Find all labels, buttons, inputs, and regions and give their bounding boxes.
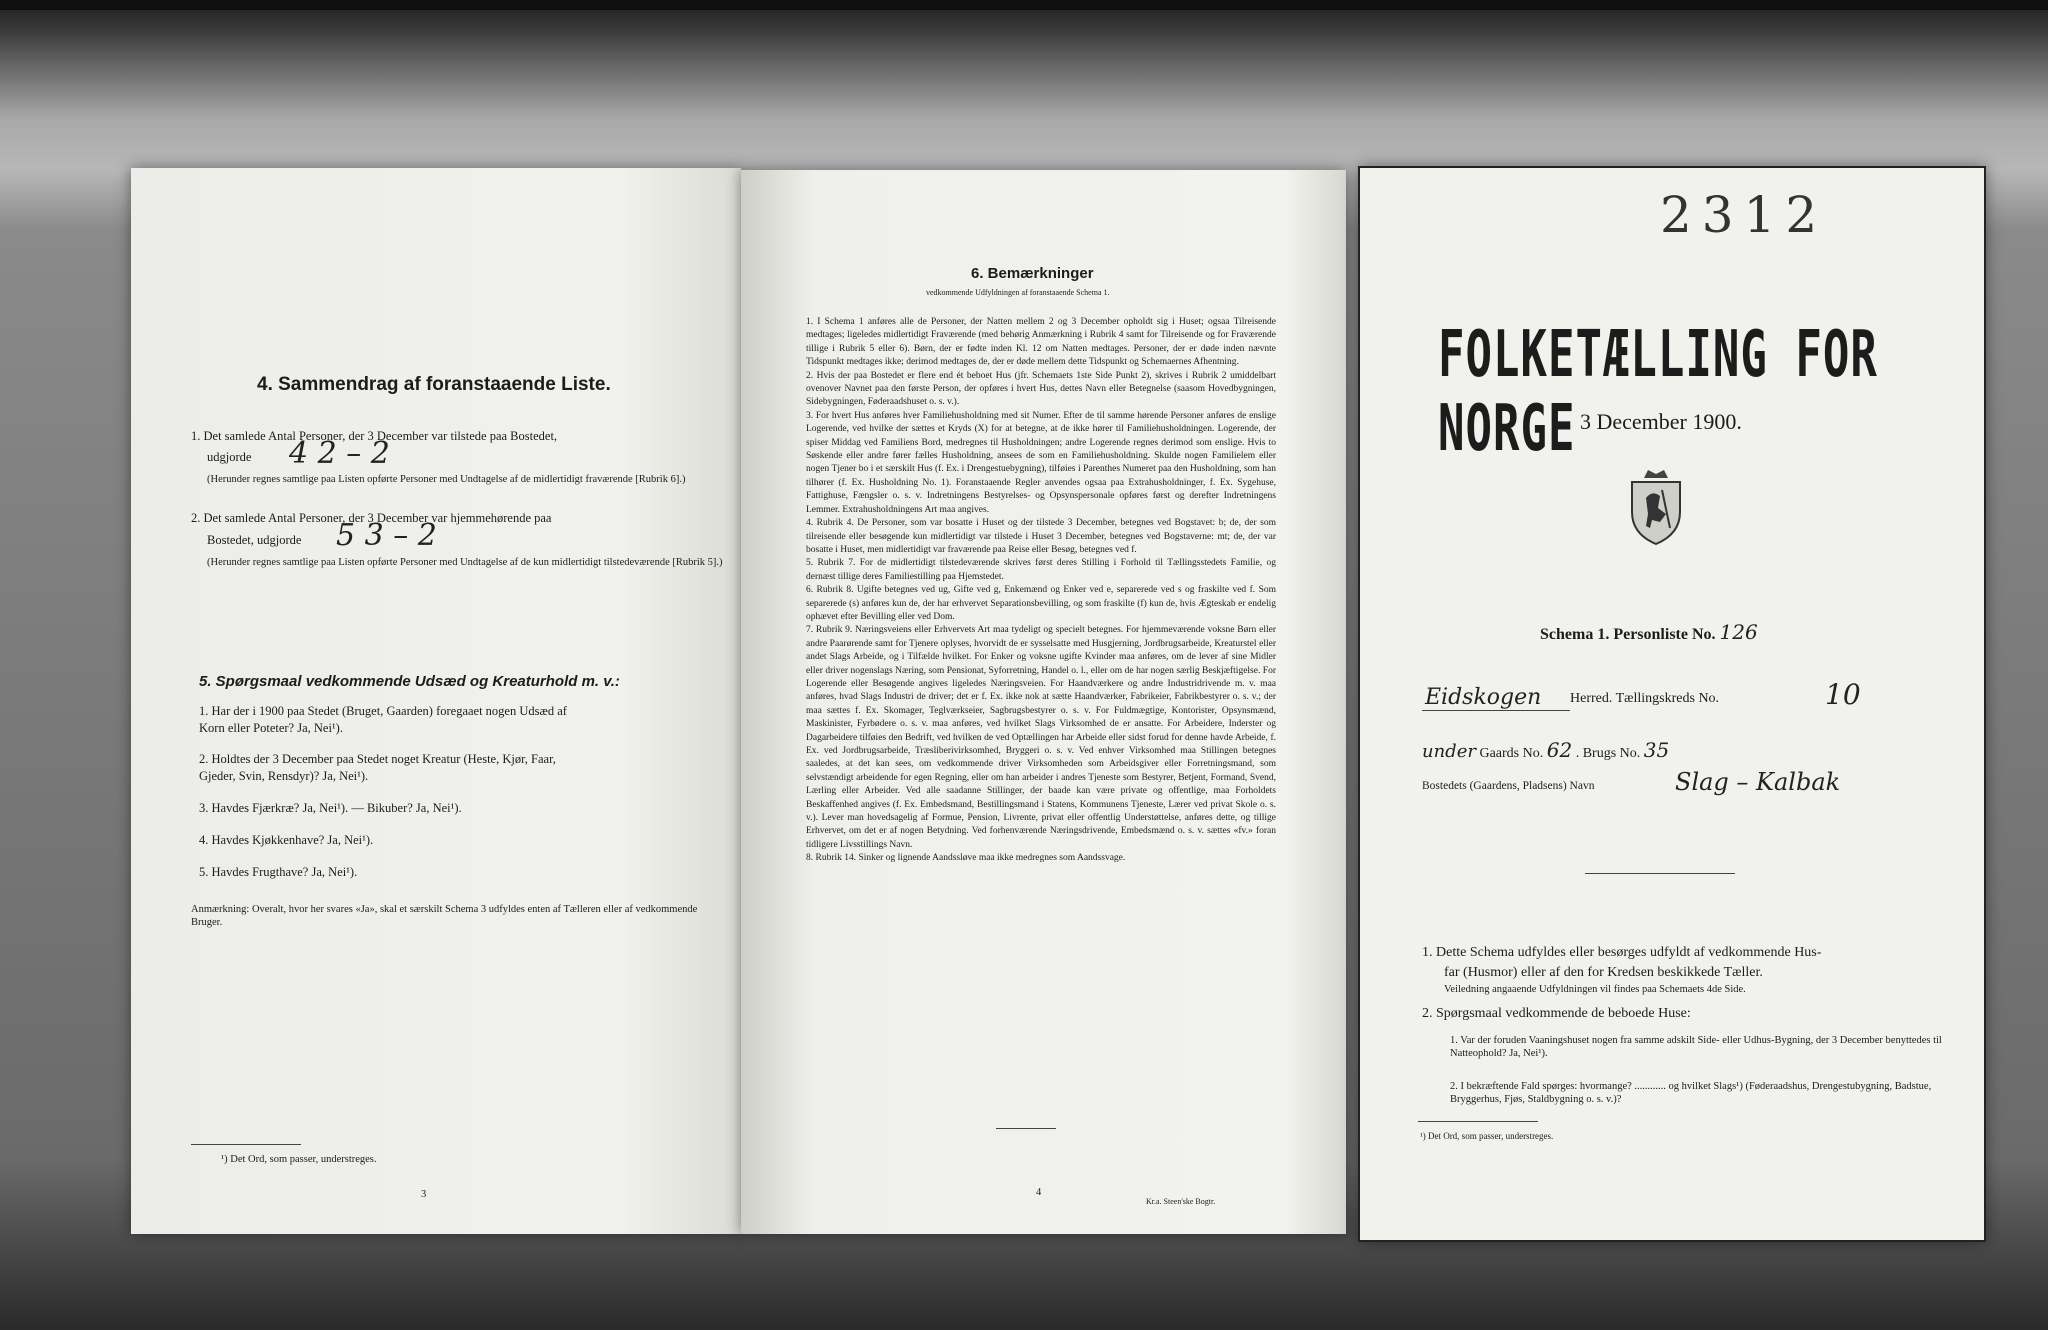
brugs-label: . Brugs No. [1575,746,1641,761]
bosted-label: Bostedets (Gaardens, Pladsens) Navn [1422,780,1595,792]
q2-line2: Bostedet, udgjorde [207,533,302,547]
section6-body [806,316,1276,1121]
remark-7: 7. Rubrik 9. Næringsveiens eller Erhvervets Art maa tydeligt og specielt betegnes. For hjemmeværende voksne Børn eller andre Paarørende samt for Tjenere oplyses, hvorvidt de er sysselsatte med Husgjerning, Jordbrugsarbeide, Kreaturstel eller andet Slags Arbeide, og i Tilfælde hvilket. For Enker og voksne ugifte Kvinder maa anføres, om de lever af sine Midler eller driver nogenslags Næring, som Pensionat, Syforretning, Handel o. l., eller om de har nogen særlig Beskjæftigelse. For Logerende eller Besøgende angives ligeledes Næringsveien. For Haandværkere og andre Industridrivende m. v. maa anføres, hvad Slags Industri de driver; det er f. Ex. ikke nok at sætte Haandværker, Fabrikeier, Fabrikbestyrer o. s. v.; der maa sættes f. Ex. Skomager, Teglværkseier, Sagbrugsbestyrer o. s. v. For Fuldmægtige, Kontorister, Opsynsmænd, Maskinister, Fyrbødere o. s. v. maa anføres, ved hvilket Slags Virksomhed de er ansatte. For Arbeidere, Inderster og Dagarbeidere tilføies den Bedrift, ved hvilken de ved Optællingen har Arbeide eller sidst forud for denne havde Arbeide, f. Ex. ved Jordbrugsarbeide, Træsliberivirksomhed, Bryggeri o. s. v. Ved enhver Virksomhed maa Stillingen betegnes saaledes, at det kan sees, om vedkommende driver Virksomheden som Arbeidsgiver eller Forretningsmand, som selvstændigt arbeidende for egen Regning, eller om han arbeider i andres Tjeneste som Bestyrer, Betjent, Formand, Svend, Lærling eller Arbeider. Ved alle saadanne Stillinger, der baade kan være private og offentlige, maa Forholdets Beskaffenhed angives (f. Ex. Embedsmand, Bestillingsmand i Statens, Kommunens Tjeneste, Lærer ved privat Skole o. s. v.). Lever man hovedsagelig af Formue, Pension, Livrente, privat eller offentlig Understøttelse, anføres dette, og tillige Erhvervet, om det er af nogen Betydning. Ved forhenværende Næringsdrivende, Embedsmænd o. s. v. sættes «fv.» foran tidligere Livsstillings Navn. [806,625,1276,850]
coat-of-arms-icon [1626,468,1686,546]
gaard-prefix: under [1422,741,1476,762]
instruction-2-2: 2. I bekræftende Fald spørges: hvormange? ............ og hvilket Slags¹) (Føderaadshus, Drengestubygning, Badstue, Bryggerhus, Fjøs, Staldbygning o. s. v.)? [1450,1081,1932,1105]
section6-subheading: vedkommende Udfyldningen af foranstaaende Schema 1. [926,288,1110,297]
footnote: ¹) Det Ord, som passer, understreges. [221,1154,377,1165]
s5-q4: 4. Havdes Kjøkkenhave? Ja, Nei¹). [199,833,374,847]
q1-line1: 1. Det samlede Antal Personer, der 3 December var tilstede paa Bostedet, [191,429,558,443]
page-number-left: 3 [421,1189,427,1200]
document-title: FOLKETÆLLING FOR NORGE [1438,318,1878,466]
s5-q3: 3. Havdes Fjærkræ? Ja, Nei¹). — Bikuber? Ja, Nei¹). [199,801,462,815]
q1-line2: udgjorde [207,450,252,464]
end-rule [996,1128,1056,1129]
q2-handwritten: 5 3 – 2 [336,518,437,553]
s5-q5: 5. Havdes Frugthave? Ja, Nei¹). [199,865,358,879]
brugs-number: 35 [1643,738,1670,762]
instr1-b: far (Husmor) eller af den for Kredsen beskikkede Tæller. [1444,965,1763,980]
instruction-2: 2. Spørgsmaal vedkommende de beboede Huse: [1422,1006,1691,1021]
top-strip [0,0,2048,10]
q2-line1: 2. Det samlede Antal Personer, der 3 December var hjemmehørende paa [191,511,552,525]
remark-4: 4. Rubrik 4. De Personer, som var bosatte i Huset og der tilstede 3 December, betegnes ved Bogstavet: b; de, der som tilreisende eller besøgende kun midlertidigt var tilstede i Huset 3 December, betegnes ved Bogstaverne: mt; de, der var bosatte i Huset, men midlertidigt var fraværende paa Reise eller Besøg, betegnes ved f. [806,518,1276,555]
s5-remark: Anmærkning: Overalt, hvor her svares «Ja», skal et særskilt Schema 3 udfyldes enten af Tælleren eller af vedkommende Bruger. [191,904,698,928]
remark-8: 8. Rubrik 14. Sinker og lignende Aandssløve maa ikke medregnes som Aandssvage. [806,853,1126,864]
q1-handwritten: 4 2 – 2 [289,436,390,471]
instr1-c: Veiledning angaaende Udfyldningen vil findes paa Schemaets 4de Side. [1444,984,1746,995]
section4-heading: 4. Sammendrag af foranstaaende Liste. [257,374,611,395]
instruction-1 [1422,943,1962,996]
remark-2: 2. Hvis der paa Bostedet er flere end ét beboet Hus (jfr. Schemaets 1ste Side Punkt 2), skrives i Rubrik 2 umiddelbart ovenover Navnet paa den første Person, der opføres i hvert Hus, dettes Navn eller Betegnelse (saasom Hovedbygningen, Sidebygningen, Føderaadshuset o. s. v.). [806,370,1276,408]
gaard-line [1422,738,1669,762]
remark-3: 3. For hvert Hus anføres hver Familiehusholdning med sit Numer. Efter de til samme hørende Personer anføres de enslige Logerende, ved hvilke der sættes et Kryds (X) for at betegne, at de ikke hører til Familiehusholdningen. Logerende, der spiser Middag ved Familiens Bord, medregnes til Husholdningen; andre Logerende regnes derimod som enslige. Hvis to Søskende eller andre fører fælles Husholdning, ansees de som en Familiehusholdning. Skulde nogen Familielem eller nogen Tjener bo i et særskilt Hus (f. Ex. i Drengestuebygning), tilføies i Parenthes Numeret paa den Husholdning, som han tilhører (f. Ex. Husholdning No. 1). Foranstaaende Regler anvendes ogsaa paa Extrahusholdninger, f. Ex. Sygehuse, Fattighuse, Fængsler o. s. v. Indretningens Bestyrelses- og Opsynspersonale opføres først og derefter Indretningens Lemmer. Extrahusholdningens Art maa angives. [806,410,1276,515]
remark-6: 6. Rubrik 8. Ugifte betegnes ved ug, Gifte ved g, Enkemænd og Enker ved e, separerede ved s og fraskilte ved f. Som separerede (s) anføres kun de, der har erhvervet Separationsbevilling, og som fraskilte (f) kun de, hvis Ægteskab er endelig ophævet efter Bevilling eller ved Dom. [806,585,1276,622]
q2-note: (Herunder regnes samtlige paa Listen opførte Personer med Undtagelse af de kun midlertidigt tilstedeværende [Rubrik 5].) [207,557,723,568]
remark-1: 1. I Schema 1 anføres alle de Personer, der Natten mellem 2 og 3 December opholdt sig i Huset; ogsaa Tilreisende medtages; ligeledes midlertidigt Fraværende (med behørig Anmærkning i Rubrik 4 samt for Tilreisende og for Fraværende tillige i Rubrik 5 eller 6). Børn, der er fødte inden Kl. 12 om Natten medtages. Personer, der er døde inden nævnte Tidspunkt medtages ikke; derimod medtages de, der er døde mellem dette Tidspunkt og Schemaernes Afhentning. [806,317,1276,368]
s5-q2 [199,751,719,785]
page-left [131,168,741,1234]
footnote-right: ¹) Det Ord, som passer, understreges. [1420,1131,1554,1141]
instr1-a: 1. Dette Schema udfyldes eller besørges udfyldt af vedkommende Hus- [1422,945,1822,960]
page-number-middle: 4 [1036,1187,1042,1198]
printer-credit: Kr.a. Steen'ske Bogtr. [1146,1197,1216,1206]
s5-q1-a: 1. Har der i 1900 paa Stedet (Bruget, Gaarden) foregaaet nogen Udsæd af [199,704,567,718]
gaard-number: 62 [1546,738,1573,762]
footnote-rule [191,1144,301,1145]
archive-number: 2312 [1660,186,1828,244]
herred-label: Herred. Tællingskreds No. [1570,691,1720,706]
gaard-label: Gaards No. [1479,746,1544,761]
s5-q2-b: Gjeder, Svin, Rensdyr)? Ja, Nei¹). [199,769,369,783]
kreds-value: 10 [1825,678,1861,711]
personliste-number: 126 [1719,620,1758,644]
s5-q1 [199,703,719,737]
census-date: 3 December 1900. [1580,409,1742,434]
section5-heading: 5. Spørgsmaal vedkommende Udsæd og Kreaturhold m. v.: [199,673,620,690]
footnote-rule-right [1418,1121,1538,1122]
s5-q1-b: Korn eller Poteter? Ja, Nei¹). [199,721,343,735]
ornament-rule [1585,873,1735,874]
page-right [1358,166,1986,1242]
herred-value: Eidskogen [1425,685,1542,710]
q1-note: (Herunder regnes samtlige paa Listen opførte Personer med Undtagelse af de midlertidigt fraværende [Rubrik 6].) [207,474,686,485]
herred-underline [1422,710,1570,711]
remark-5: 5. Rubrik 7. For de midlertidigt tilstedeværende skrives først deres Stilling i Forhold til Tællingsstedets Familie, og dernæst tillige deres Familiestilling paa Hjemstedet. [806,558,1276,582]
s5-q2-a: 2. Holdtes der 3 December paa Stedet noget Kreatur (Heste, Kjør, Faar, [199,752,556,766]
page-middle [741,170,1346,1234]
schema-label: Schema 1. Personliste No. [1540,626,1716,643]
instruction-2-1: 1. Var der foruden Vaaningshuset nogen fra samme adskilt Side- eller Udhus-Bygning, der 3 December benyttedes til Natteophold? Ja, Nei¹). [1450,1035,1942,1059]
section6-heading: 6. Bemærkninger [971,265,1094,282]
bosted-value: Slag – Kalbak [1675,768,1841,796]
schema-line [1540,620,1758,644]
